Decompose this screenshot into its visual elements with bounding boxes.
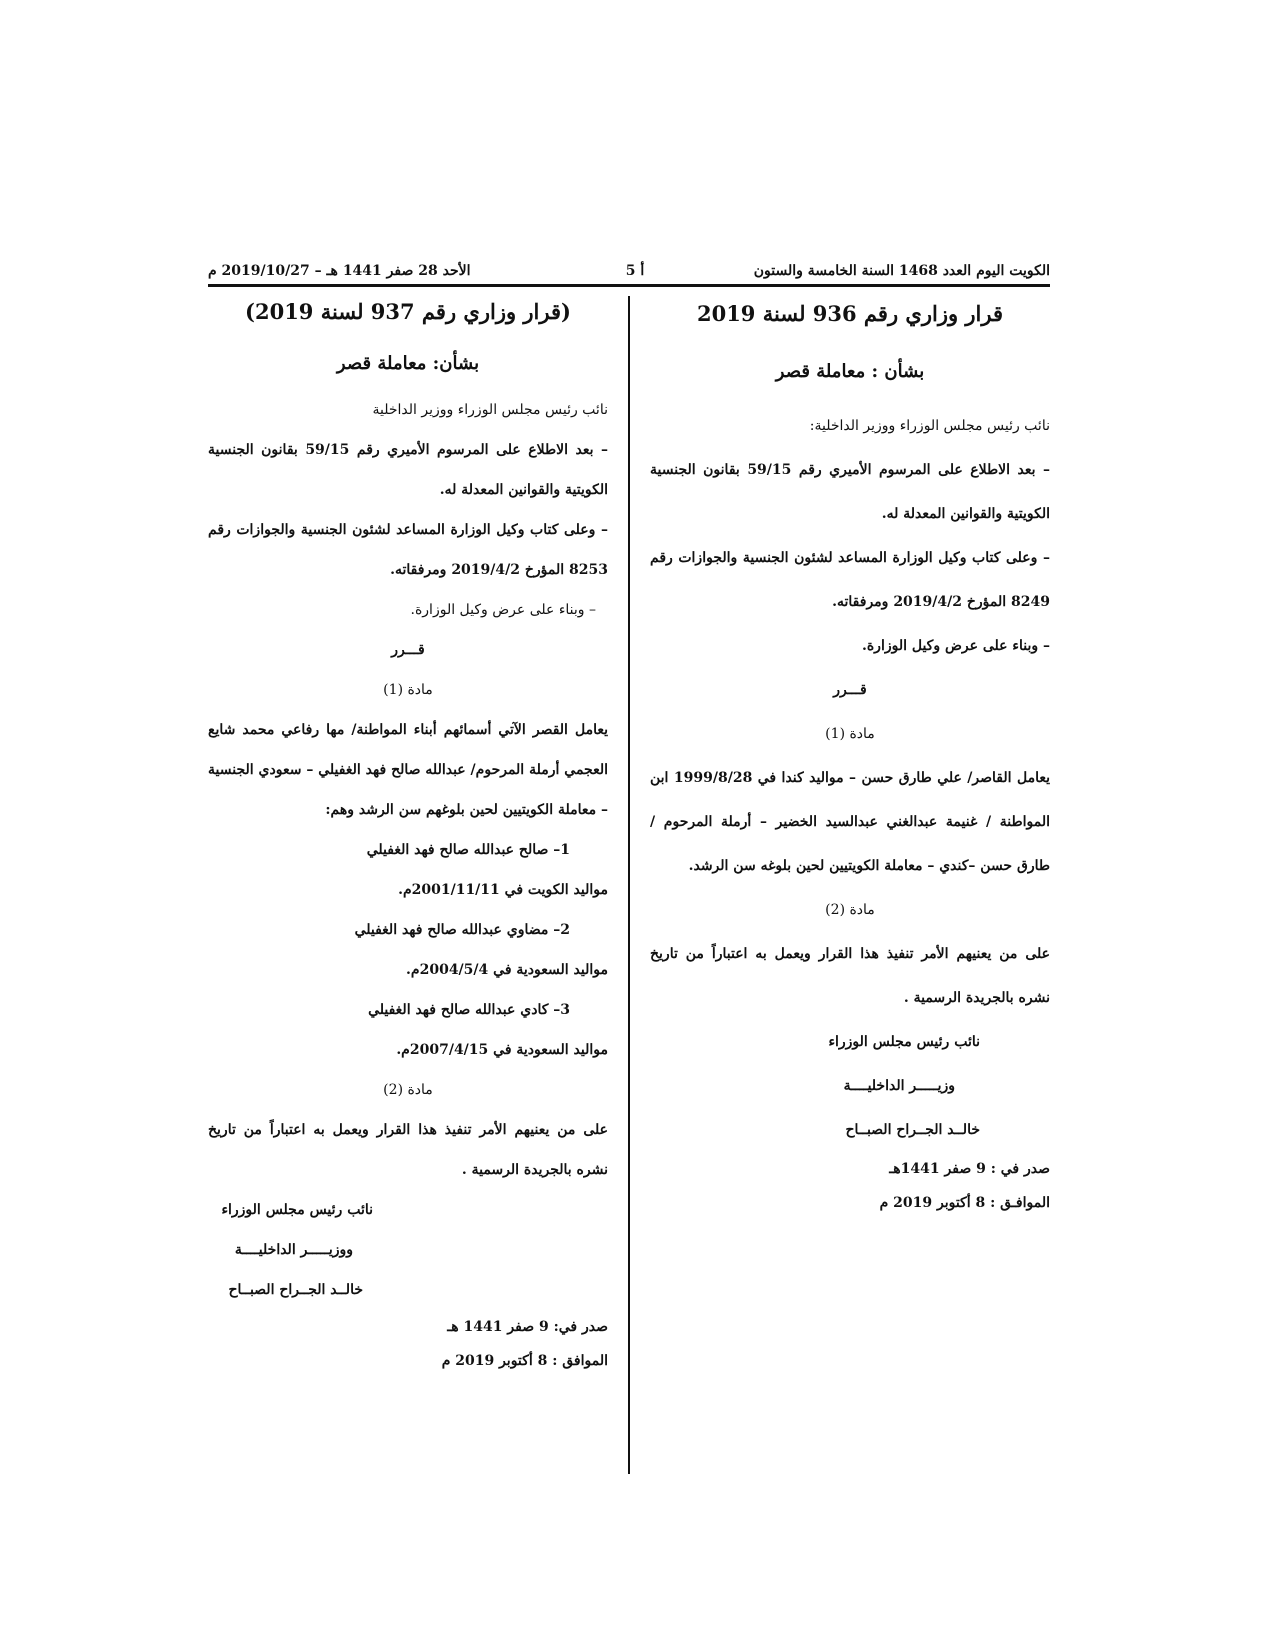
decision-937-recital-2: – وعلى كتاب وكيل الوزارة المساعد لشئون الجنسية والجوازات رقم 8253 المؤرخ 2019/4/2 ومرفقاته. xyxy=(208,522,608,578)
decision-937-minor-1-birth: مواليد الكويت في 2001/11/11م. xyxy=(398,882,608,898)
decision-937-minor-3-name: 3– كادي عبدالله صالح فهد الغفيلي xyxy=(368,1002,570,1018)
decision-937-decided: قـــرر xyxy=(391,642,425,658)
header-date: الأحد 28 صفر 1441 هـ – 2019/10/27 م xyxy=(208,263,471,279)
decision-937-article-1: مادة (1) xyxy=(383,682,433,698)
decision-936-corresponding-date: الموافـق : 8 أكتوبر 2019 م xyxy=(879,1195,1050,1211)
decision-937-signature-title: نائب رئيس مجلس الوزراء xyxy=(221,1202,373,1218)
header-page-number: أ 5 xyxy=(625,263,645,279)
decision-937-subject: بشأن: معاملة قصر xyxy=(336,353,480,374)
decision-937-minor-2-name: 2– مضاوي عبدالله صالح فهد الغفيلي xyxy=(354,922,570,938)
decision-937-minor-3-birth: مواليد السعودية في 2007/4/15م. xyxy=(396,1042,608,1058)
decision-937-recital-3: – وبناء على عرض وكيل الوزارة. xyxy=(410,602,596,618)
decision-937-minor-2-birth: مواليد السعودية في 2004/5/4م. xyxy=(406,962,608,978)
decision-937-article-2: مادة (2) xyxy=(383,1082,433,1098)
decision-937-corresponding-date: الموافق : 8 أكتوبر 2019 م xyxy=(441,1353,608,1369)
decision-937-issued-date: صدر في: 9 صفر 1441 هـ xyxy=(447,1319,608,1335)
decision-936-recital-3: – وبناء على عرض وكيل الوزارة. xyxy=(861,638,1050,654)
decision-936-decided: قـــرر xyxy=(833,682,867,698)
column-divider xyxy=(628,296,630,1474)
decision-936-signature-title: نائب رئيس مجلس الوزراء xyxy=(828,1034,980,1050)
decision-936-article-2: مادة (2) xyxy=(825,902,875,918)
page-header xyxy=(208,258,1050,284)
decision-937-article-2-text: على من يعنيهم الأمر تنفيذ هذا القرار ويعمل به اعتباراً من تاريخ نشره بالجريدة الرسمية . xyxy=(208,1122,608,1178)
decision-937-article-1-text: يعامل القصر الآتي أسمائهم أبناء المواطنة/ مها رفاعي محمد شايع العجمي أرملة المرحوم/ عبدالله صالح فهد الغفيلي – سعودي الجنسية – معاملة الكويتيين لحين بلوغهم سن الرشد وهم: xyxy=(208,722,608,818)
header-issue-info: الكويت اليوم العدد 1468 السنة الخامسة والستون xyxy=(753,263,1050,279)
decision-936-article-1-text: يعامل القاصر/ علي طارق حسن – مواليد كندا في 1999/8/28 ابن المواطنة / غنيمة عبدالغني عبدالسيد الخضير – أرملة المرحوم / طارق حسن –كندي – معاملة الكويتيين لحين بلوغه سن الرشد. xyxy=(650,770,1050,874)
decision-936-signature-role: وزيـــــر الداخليــــة xyxy=(843,1078,955,1094)
decision-936-issued-date: صدر في : 9 صفر 1441هـ xyxy=(889,1161,1050,1177)
decision-936-article-1: مادة (1) xyxy=(825,726,875,742)
header-rule xyxy=(208,284,1050,287)
decision-936-recital-2: – وعلى كتاب وكيل الوزارة المساعد لشئون الجنسية والجوازات رقم 8249 المؤرخ 2019/4/2 ومرفقاته. xyxy=(650,550,1050,610)
decision-936 xyxy=(650,298,1050,1220)
decision-937-minor-1-name: 1– صالح عبدالله صالح فهد الغفيلي xyxy=(366,842,570,858)
decision-936-subject: بشأن : معاملة قصر xyxy=(775,361,925,382)
decision-937-title: (قرار وزاري رقم 937 لسنة 2019) xyxy=(245,299,571,324)
decision-936-recital-1: – بعد الاطلاع على المرسوم الأميري رقم 59/15 بقانون الجنسية الكويتية والقوانين المعدلة له. xyxy=(650,462,1050,522)
decision-937-signature-role: ووزيـــــر الداخليــــة xyxy=(234,1242,353,1258)
decision-936-signature-name: خالــد الجــراح الصبــاح xyxy=(845,1122,980,1138)
decision-937 xyxy=(208,296,608,1378)
decision-937-authority: نائب رئيس مجلس الوزراء ووزير الداخلية xyxy=(372,402,608,418)
decision-937-recital-1: – بعد الاطلاع على المرسوم الأميري رقم 59/15 بقانون الجنسية الكويتية والقوانين المعدلة له. xyxy=(208,442,608,498)
decision-937-signature-name: خالــد الجــراح الصبــاح xyxy=(228,1282,363,1298)
decision-936-authority: نائب رئيس مجلس الوزراء ووزير الداخلية: xyxy=(809,418,1050,434)
decision-936-title: قرار وزاري رقم 936 لسنة 2019 xyxy=(696,301,1004,326)
decision-936-article-2-text: على من يعنيهم الأمر تنفيذ هذا القرار ويعمل به اعتباراً من تاريخ نشره بالجريدة الرسمية . xyxy=(650,946,1050,1006)
